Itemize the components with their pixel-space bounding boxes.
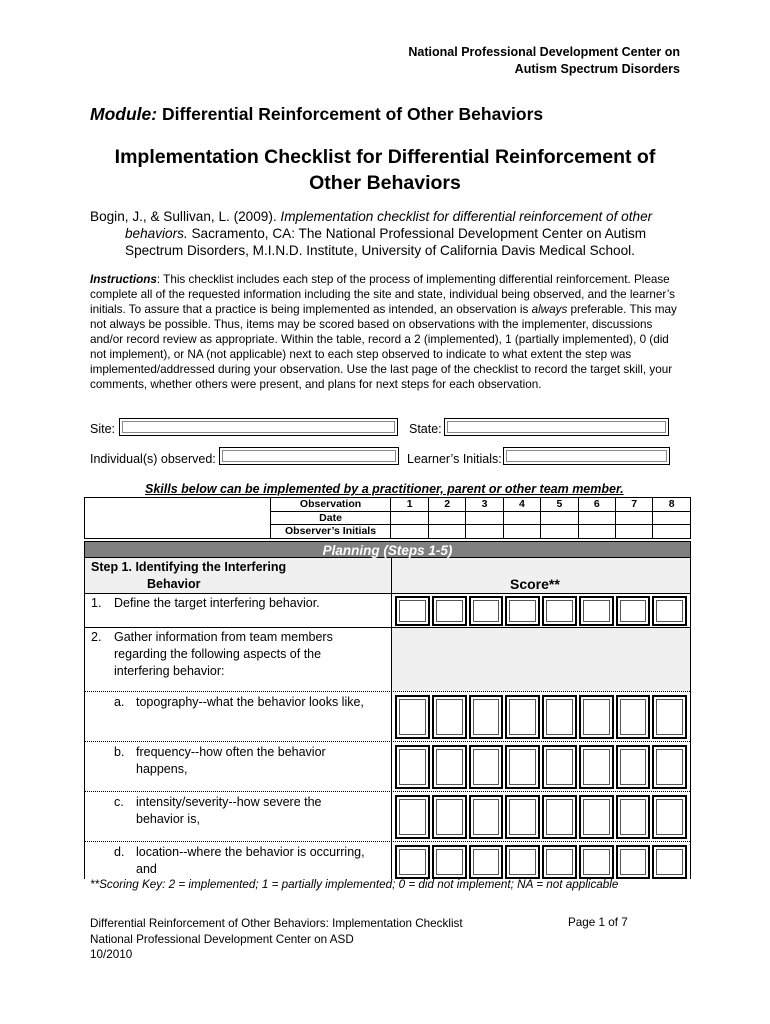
scoring-key: **Scoring Key: 2 = implemented; 1 = partially implemented; 0 = did not implement; NA = not applicable	[90, 878, 619, 891]
planning-section-bar: Planning (Steps 1-5)	[84, 541, 691, 558]
checklist-subitem-row	[85, 842, 690, 879]
individual-label: Individual(s) observed:	[90, 452, 216, 466]
page-title	[80, 144, 690, 196]
checklist-subitem-row	[85, 792, 690, 842]
score-input-cell[interactable]	[395, 695, 430, 739]
score-input-cell[interactable]	[542, 596, 577, 626]
obs-number-1: 1	[391, 498, 428, 512]
item-2-score-area	[392, 628, 690, 691]
initials-cell[interactable]	[653, 525, 691, 539]
initials-cell[interactable]	[541, 525, 578, 539]
item-letter: b.	[114, 745, 125, 759]
score-input-cell[interactable]	[616, 795, 651, 839]
score-input-cell[interactable]	[579, 845, 614, 879]
score-input-cell[interactable]	[579, 695, 614, 739]
item-text-cell	[85, 742, 392, 791]
observation-table	[84, 497, 691, 539]
score-cells	[394, 695, 688, 739]
score-input-cell[interactable]	[652, 845, 687, 879]
checklist-subitem-row	[85, 742, 690, 792]
observer-initials-label: Observer’s Initials	[270, 525, 391, 539]
site-label: Site:	[90, 422, 116, 436]
score-input-cell[interactable]	[542, 795, 577, 839]
instructions-always: always	[531, 303, 568, 316]
item-number: 1.	[91, 596, 102, 610]
score-input-cell[interactable]	[395, 596, 430, 626]
date-cell[interactable]	[653, 511, 691, 525]
learner-initials-label: Learner’s Initials:	[407, 452, 502, 466]
score-input-cell[interactable]	[616, 745, 651, 789]
score-input-cell[interactable]	[579, 795, 614, 839]
site-field[interactable]	[119, 418, 398, 436]
title-line-2: Other Behaviors	[309, 172, 461, 194]
obs-number-6: 6	[578, 498, 615, 512]
obs-number-5: 5	[541, 498, 578, 512]
instructions-part-1: : This checklist includes each step of the process of implementing differential reinforcement. Please complete all of the requested information including the site and state, individual being observed, and the learner’s initials. To assure that a practice is being implemented as intended, an observation is	[90, 273, 675, 316]
score-input-cell[interactable]	[652, 695, 687, 739]
footer-line-3: 10/2010	[90, 948, 133, 961]
score-cells	[394, 795, 688, 839]
score-input-cell[interactable]	[652, 745, 687, 789]
item-text: location--where the behavior is occurring, and	[136, 845, 365, 876]
initials-cell[interactable]	[391, 525, 428, 539]
item-number: 2.	[91, 630, 102, 644]
score-input-cell[interactable]	[469, 596, 504, 626]
score-input-cell[interactable]	[579, 745, 614, 789]
step-1-heading-cell	[85, 558, 392, 593]
score-cells	[394, 596, 688, 626]
obs-number-3: 3	[466, 498, 503, 512]
step-1-heading-line-1: Step 1. Identifying the Interfering	[91, 560, 287, 574]
score-input-cell[interactable]	[395, 845, 430, 879]
citation-work: Implementation checklist for differential reinforcement of other behaviors.	[125, 209, 653, 241]
module-title: Differential Reinforcement of Other Behaviors	[161, 104, 544, 124]
skills-note: Skills below can be implemented by a practitioner, parent or other team member.	[145, 482, 624, 496]
date-cell[interactable]	[616, 511, 653, 525]
item-text-cell	[85, 594, 392, 627]
state-field[interactable]	[444, 418, 669, 436]
score-input-cell[interactable]	[432, 596, 467, 626]
score-cells	[394, 845, 688, 879]
initials-cell[interactable]	[578, 525, 615, 539]
score-input-cell[interactable]	[432, 695, 467, 739]
score-input-cell[interactable]	[652, 795, 687, 839]
score-input-cell[interactable]	[432, 845, 467, 879]
date-cell[interactable]	[391, 511, 428, 525]
item-text-cell	[85, 628, 392, 691]
obs-number-7: 7	[616, 498, 653, 512]
score-input-cell[interactable]	[505, 596, 540, 626]
checklist-grid	[84, 558, 691, 879]
item-letter: d.	[114, 845, 125, 859]
date-cell[interactable]	[503, 511, 540, 525]
citation	[90, 208, 680, 259]
score-input-cell[interactable]	[579, 596, 614, 626]
date-cell[interactable]	[428, 511, 465, 525]
checklist-item-row	[85, 628, 690, 692]
date-label: Date	[270, 511, 391, 525]
score-input-cell[interactable]	[432, 795, 467, 839]
step-1-heading-line-2: Behavior	[147, 577, 201, 591]
checklist-subitem-row	[85, 692, 690, 742]
score-input-cell[interactable]	[652, 596, 687, 626]
score-input-cell[interactable]	[505, 795, 540, 839]
score-input-cell[interactable]	[542, 845, 577, 879]
score-input-cell[interactable]	[432, 745, 467, 789]
initials-cell[interactable]	[503, 525, 540, 539]
page-number: Page 1 of 7	[568, 916, 628, 929]
obs-number-8: 8	[653, 498, 691, 512]
score-input-cell[interactable]	[616, 845, 651, 879]
org-line-1: National Professional Development Center on	[408, 45, 680, 59]
score-input-cell[interactable]	[469, 845, 504, 879]
item-text: intensity/severity--how severe the behavior is,	[136, 795, 322, 826]
score-input-cell[interactable]	[542, 745, 577, 789]
item-letter: c.	[114, 795, 124, 809]
score-input-cell[interactable]	[505, 695, 540, 739]
score-heading-cell	[392, 558, 690, 593]
observation-label: Observation	[270, 498, 391, 512]
initials-cell[interactable]	[466, 525, 503, 539]
score-input-cell[interactable]	[395, 795, 430, 839]
item-text-cell	[85, 792, 392, 841]
score-input-cell[interactable]	[616, 695, 651, 739]
organization-header	[408, 44, 680, 78]
learner-initials-field[interactable]	[503, 447, 670, 465]
footer-line-1: Differential Reinforcement of Other Behaviors: Implementation Checklist	[90, 917, 463, 930]
state-label: State:	[409, 422, 442, 436]
instructions-part-2: preferable. This may not always be possible. Thus, items may be scored based on observations with the implementer, discussions and/or record review as appropriate. Within the table, record a 2 (implemented), 1 (partially implemented), 0 (did not implement), or NA (not applicable) next to each step observed to indicate to what extent the step was implemented/addressed during your observation. Use the last page of the checklist to record the target skill, your comments, whether others were present, and plans for next steps for each observation.	[90, 303, 677, 391]
obs-table-blank-cell	[85, 498, 271, 539]
score-cells	[394, 745, 688, 789]
individual-field[interactable]	[219, 447, 399, 465]
date-cell[interactable]	[578, 511, 615, 525]
citation-publisher: Sacramento, CA: The National Professional Development Center on Autism Spectrum Disorders, M.I.N.D. Institute, University of California Davis Medical School.	[125, 226, 647, 258]
item-text: Gather information from team members regarding the following aspects of the interfering behavior:	[114, 630, 333, 678]
score-input-cell[interactable]	[505, 845, 540, 879]
module-heading	[90, 104, 543, 125]
score-input-cell[interactable]	[395, 745, 430, 789]
checklist-item-row	[85, 594, 690, 628]
citation-authors: Bogin, J., & Sullivan, L. (2009).	[90, 209, 281, 224]
date-cell[interactable]	[466, 511, 503, 525]
item-text-cell	[85, 692, 392, 741]
obs-number-2: 2	[428, 498, 465, 512]
module-label: Module:	[90, 104, 158, 124]
item-text: frequency--how often the behavior happens,	[136, 745, 326, 776]
initials-cell[interactable]	[616, 525, 653, 539]
score-input-cell[interactable]	[469, 695, 504, 739]
footer-line-2: National Professional Development Center on ASD	[90, 932, 354, 946]
initials-cell[interactable]	[428, 525, 465, 539]
item-text-cell	[85, 842, 392, 879]
item-text: Define the target interfering behavior.	[114, 596, 320, 610]
score-input-cell[interactable]	[616, 596, 651, 626]
score-input-cell[interactable]	[505, 745, 540, 789]
instructions-label: Instructions	[90, 273, 157, 286]
instructions	[90, 272, 680, 392]
score-input-cell[interactable]	[542, 695, 577, 739]
score-input-cell[interactable]	[469, 745, 504, 789]
score-heading: Score**	[510, 576, 560, 592]
obs-number-4: 4	[503, 498, 540, 512]
item-text: topography--what the behavior looks like,	[136, 695, 364, 709]
title-line-1: Implementation Checklist for Differential Reinforcement of	[114, 146, 656, 168]
page-footer	[90, 916, 463, 963]
date-cell[interactable]	[541, 511, 578, 525]
score-input-cell[interactable]	[469, 795, 504, 839]
item-letter: a.	[114, 695, 125, 709]
step-1-heading-row	[85, 558, 690, 594]
org-line-2: Autism Spectrum Disorders	[514, 62, 680, 76]
